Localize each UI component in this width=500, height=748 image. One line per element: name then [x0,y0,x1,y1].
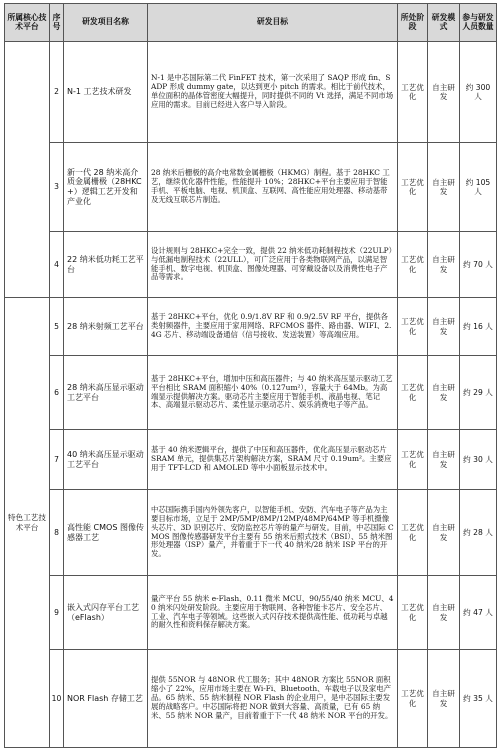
table-header-row [5,4,497,42]
header-people: 参与研发人员数量 [460,4,497,42]
project-stage: 工艺优化 [398,42,428,143]
row-no: 7 [50,430,64,490]
project-stage: 工艺优化 [398,430,428,490]
header-mode: 研发模式 [428,4,460,42]
table-row [5,143,497,232]
project-stage: 工艺优化 [398,650,428,748]
project-goal: N-1 是中芯国际第二代 FinFET 技术，第一次采用了 SAQP 形成 fin、SADP 形成 dummy gate，以达到更小 pitch 的需求。相比于前代技术，单位面积的晶体管密度大幅提升，同时提供不同的 Vt 选择，满足不同市场应用的需求。目前已经进入客户导入阶段。 [148,42,398,143]
row-no: 6 [50,356,64,430]
project-mode: 自主研发 [428,490,460,576]
row-no: 4 [50,232,64,298]
header-stage: 所处阶段 [398,4,428,42]
table-row [5,298,497,356]
project-stage: 工艺优化 [398,356,428,430]
project-name: 嵌入式闪存平台工艺（eFlash） [64,576,148,650]
table-row [5,232,497,298]
table-row [5,650,497,748]
project-goal: 基于 28HKC+平台，优化 0.9/1.8V RF 和 0.9/2.5V RF 平台，提供各类射频器件，主要应用于家用网络、RFCMOS 器件、路由器、WIFI、2.4G 芯片、移动端设备通信（信号接收、发送装置）等高端应用。 [148,298,398,356]
project-mode: 自主研发 [428,356,460,430]
project-stage: 工艺优化 [398,490,428,576]
row-no: 10 [50,650,64,748]
project-goal: 基于 40 纳米逻辑平台，提供了中压和高压器件，优化高压显示驱动芯片 SRAM 单元，提供集芯片架构解决方案，SRAM 尺寸 0.19um²。主要应用于 TFT-LCD 和 AMOLED 等中小面板显示技术中。 [148,430,398,490]
project-people: 约 29 人 [460,356,497,430]
project-mode: 自主研发 [428,42,460,143]
table-row [5,576,497,650]
project-name: 22 纳米低功耗工艺平台 [64,232,148,298]
row-no: 8 [50,490,64,576]
header-core-tech-platform: 所属核心技术平台 [5,4,50,42]
row-no: 9 [50,576,64,650]
project-mode: 自主研发 [428,576,460,650]
project-name: 新一代 28 纳米高介质金属栅极（28HKC+）逻辑工艺开发和产业化 [64,143,148,232]
project-name: 28 纳米高压显示驱动工艺平台 [64,356,148,430]
project-people: 约 70 人 [460,232,497,298]
project-name: N-1 工艺技术研发 [64,42,148,143]
platform-cell: 特色工艺技术平台 [5,298,50,748]
project-mode: 自主研发 [428,430,460,490]
header-goal: 研发目标 [148,4,398,42]
project-stage: 工艺优化 [398,576,428,650]
project-stage: 工艺优化 [398,143,428,232]
project-name: 40 纳米高压显示驱动工艺平台 [64,430,148,490]
table-row [5,356,497,430]
project-mode: 自主研发 [428,650,460,748]
project-name: 高性能 CMOS 图像传感器工艺 [64,490,148,576]
project-name: 28 纳米射频工艺平台 [64,298,148,356]
project-goal: 设计规则与 28HKC+完全一致，提供 22 纳米低功耗制程技术（22ULP）与低漏电制程技术（22ULL），可广泛应用于各类物联网产品，以满足智能手机、数字电视、机顶盒、图像处理器、可穿戴设备以及消费性电子产品等需求。 [148,232,398,298]
platform-cell [5,42,50,298]
project-people: 约 16 人 [460,298,497,356]
header-project-name: 研发项目名称 [64,4,148,42]
project-mode: 自主研发 [428,232,460,298]
row-no: 5 [50,298,64,356]
project-goal: 基于 28HKC+平台，增加中压和高压器件；与 40 纳米高压显示驱动工艺平台相比 SRAM 面积缩小 40%（0.127um²），容量大于 64Mb。为高端显示提供解决方案。驱动芯片主要应用于智能手机、液晶电视、笔记本、高端显示驱动芯片、柔性显示驱动芯片、娱乐消费电子等产品。 [148,356,398,430]
project-name: NOR Flash 存储工艺 [64,650,148,748]
rd-projects-table [4,3,497,748]
table-row [5,490,497,576]
project-people: 约 30 人 [460,430,497,490]
project-goal: 量产平台 55 纳米 e-Flash、0.11 微米 MCU、90/55/40 纳米 MCU、40 纳米闪处研发阶段。主要应用于物联网、各种智能卡芯片、安全芯片、工业、汽车电子等领域。这些嵌入式闪存技术提供高性能、低功耗与卓越的耐久性和资料保存解决方案。 [148,576,398,650]
project-goal: 提供 55NOR 与 48NOR 代工服务；其中 48NOR 方案比 55NOR 面积缩小了 22%，应用市场主要在 Wi-Fi、Bluetooth、车载电子以及家电产品。65 纳米、55 纳米制程 NOR Flash 的企业用户，是中芯国际主要发展的战略客户。中芯国际将把 NOR 做到大容量、高质量，已有 65 纳米、55 纳米 NOR 量产，目前着重于下一代 48 纳米 NOR 平台的开发。 [148,650,398,748]
project-stage: 工艺优化 [398,298,428,356]
project-mode: 自主研发 [428,298,460,356]
project-stage: 工艺优化 [398,232,428,298]
project-goal: 28 纳米后栅极的高介电常数金属栅极（HKMG）制程。基于 28HKC 工艺，继续优化器件性能，性能提升 10%；28HKC+平台主要应用于智能手机、平板电脑、电视、机顶盒、互联网、高性能应用处理器、移动基带及无线互联芯片制造。 [148,143,398,232]
project-people: 约 300 人 [460,42,497,143]
project-mode: 自主研发 [428,143,460,232]
project-goal: 中芯国际携手国内外领先客户，以智能手机、安防、汽车电子等产品为主要目标市场，立足于 2MP/5MP/8MP/12MP/48MP/64MP 等手机摄像头芯片、3D 识别芯片、安防监控芯片等的量产与研发。目前，中芯国际 CMOS 图像传感器研发平台主要有 55 纳米后照式技术（BSI）、55 纳米图形处理器（ISP）量产，并着重于下一代 40 纳米/28 纳米 ISP 平台的开发。 [148,490,398,576]
project-people: 约 105 人 [460,143,497,232]
row-no: 2 [50,42,64,143]
header-no: 序号 [50,4,64,42]
row-no: 3 [50,143,64,232]
table-row [5,430,497,490]
project-people: 约 47 人 [460,576,497,650]
table-row [5,42,497,143]
project-people: 约 28 人 [460,490,497,576]
project-people: 约 35 人 [460,650,497,748]
